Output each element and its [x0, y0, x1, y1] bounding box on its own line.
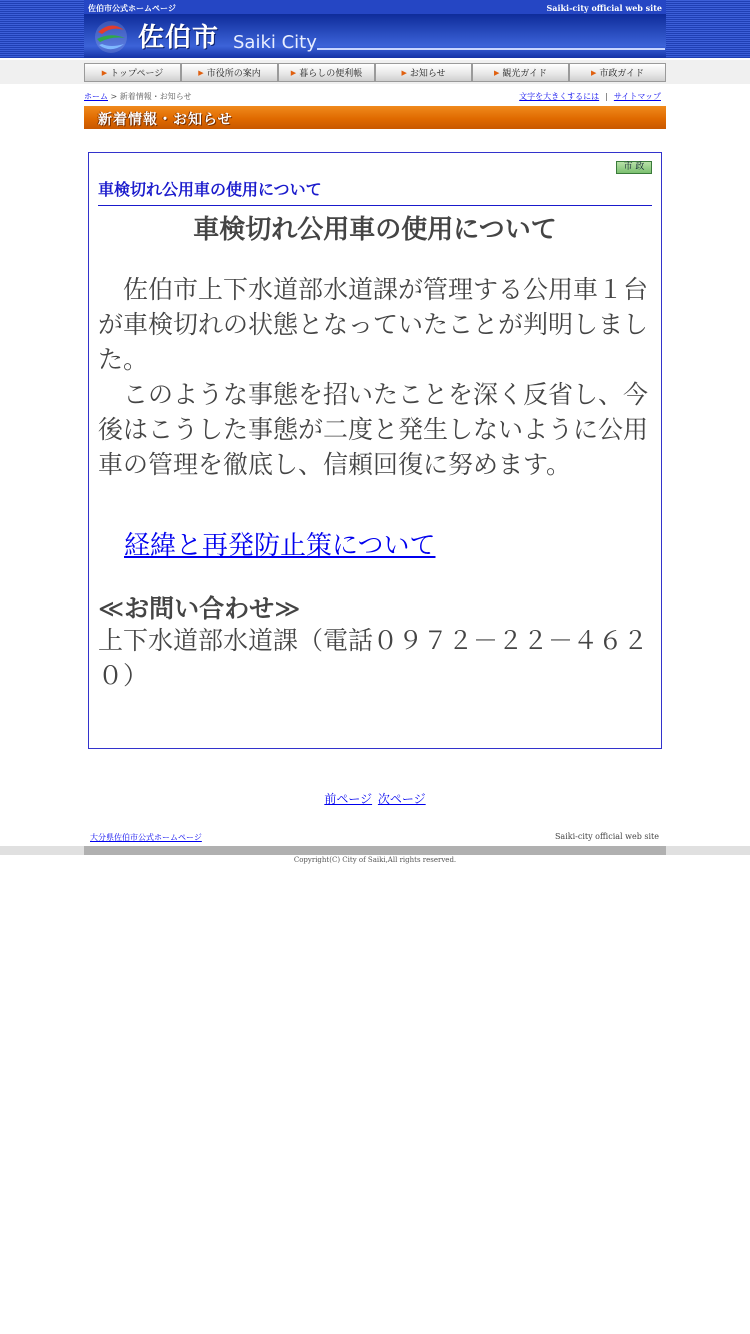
- article-link-line: [124, 525, 435, 562]
- breadcrumb-home-link[interactable]: ホーム: [84, 92, 108, 101]
- article-heading: 車検切れ公用車の使用について: [98, 177, 652, 206]
- footer-home-link-wrap: [90, 832, 202, 843]
- article-title: 車検切れ公用車の使用について: [193, 215, 557, 245]
- site-name-label: 佐伯市公式ホームページ: [88, 4, 176, 13]
- article-body: [98, 272, 654, 482]
- nav-item-news[interactable]: [375, 63, 472, 82]
- nav-item-label: 観光ガイド: [502, 69, 548, 79]
- copyright: Copyright(C) City of Saiki,All rights reserved.: [293, 856, 457, 864]
- contact-open: ≪: [98, 594, 125, 623]
- city-logo-en-text: Saiki City: [233, 32, 317, 53]
- city-logo-icon[interactable]: [94, 20, 128, 54]
- nav-item-municipal[interactable]: [569, 63, 666, 82]
- contact-info: 上下水道部水道課（電話０９７２－２２－４６２０）: [98, 626, 649, 690]
- nav-item-label: トップページ: [110, 69, 164, 79]
- nav-item-label: 暮らしの便利帳: [299, 69, 363, 79]
- nav-item-top[interactable]: [84, 63, 181, 82]
- arrow-icon: ▶: [401, 68, 407, 77]
- contact-heading: [98, 589, 300, 625]
- prev-page-link[interactable]: 前ページ: [324, 792, 373, 806]
- site-name-en-label: Saiki-city official web site: [546, 3, 662, 13]
- site-header: [84, 0, 666, 58]
- arrow-icon: ▶: [290, 68, 297, 77]
- arrow-icon: ▶: [198, 68, 204, 77]
- header-divider: [317, 48, 665, 50]
- utility-separator: |: [605, 92, 608, 101]
- utility-links: [519, 91, 661, 102]
- nav-item-label: お知らせ: [409, 69, 446, 79]
- section-title: 新着情報・お知らせ: [98, 112, 233, 128]
- breadcrumb-separator: >: [110, 92, 118, 101]
- category-badge: 市 政: [616, 161, 652, 174]
- breadcrumb: [84, 91, 192, 102]
- arrow-icon: ▶: [101, 68, 108, 77]
- city-logo-text[interactable]: 佐伯市: [138, 23, 220, 53]
- sitemap-link[interactable]: サイトマップ: [613, 92, 661, 101]
- contact-close: ≫: [274, 594, 301, 623]
- nav-item-label: 市政ガイド: [599, 69, 645, 79]
- contact-label: お問い合わせ: [124, 594, 275, 623]
- text-size-link[interactable]: 文字を大きくするには: [519, 92, 600, 101]
- nav-item-city-office[interactable]: [181, 63, 278, 82]
- arrow-icon: ▶: [590, 68, 597, 77]
- prevention-measures-link[interactable]: 経緯と再発防止策について: [124, 531, 436, 561]
- article-paragraph: 佐伯市上下水道部水道課が管理する公用車１台が車検切れの状態となっていたことが判明しました。: [98, 275, 649, 374]
- breadcrumb-current: 新着情報・お知らせ: [119, 92, 192, 101]
- footer-site-label: Saiki-city official web site: [554, 832, 659, 841]
- footer-band-inner: [84, 846, 666, 855]
- footer-home-link[interactable]: 大分県佐伯市公式ホームページ: [90, 833, 202, 842]
- nav-item-living[interactable]: [278, 63, 375, 82]
- section-title-bar: [84, 106, 666, 129]
- arrow-icon: ▶: [493, 68, 500, 77]
- nav-item-tourism[interactable]: [472, 63, 569, 82]
- next-page-link[interactable]: 次ページ: [377, 792, 426, 806]
- article-paragraph: このような事態を招いたことを深く反省し、今後はこうした事態が二度と発生しないように公用車の管理を徹底し、信頼回復に努めます。: [98, 380, 649, 479]
- global-nav: [84, 63, 666, 82]
- pager: [0, 790, 750, 807]
- article-box: [88, 152, 662, 749]
- nav-item-label: 市役所の案内: [206, 69, 261, 79]
